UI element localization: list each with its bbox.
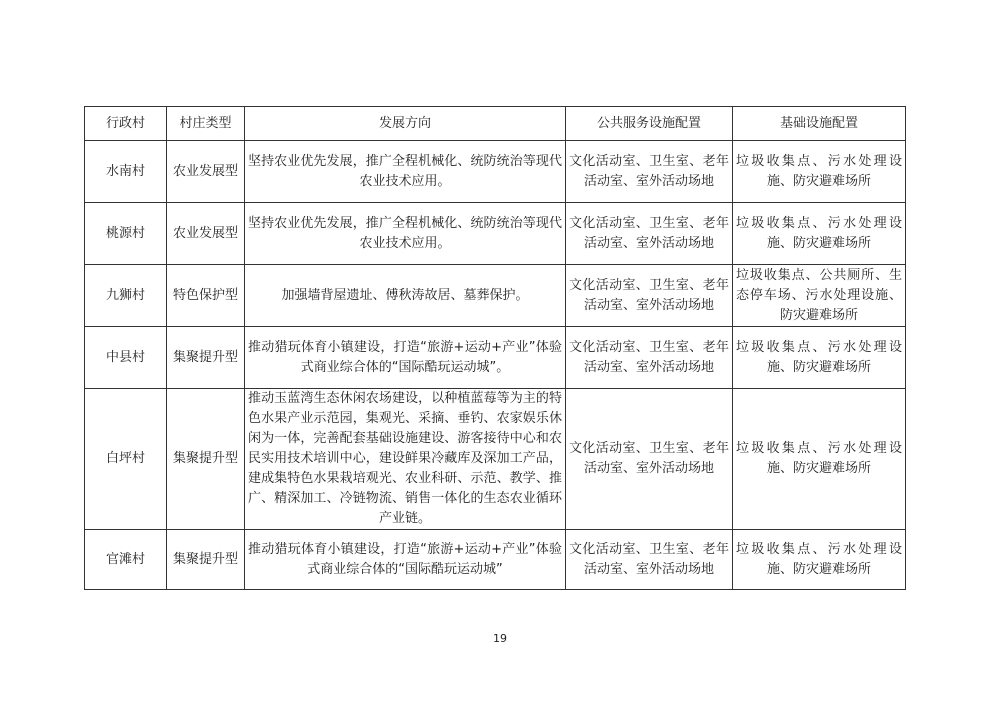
village-cell: 水南村: [85, 141, 167, 203]
village-planning-table: [84, 106, 906, 590]
table-row: [85, 265, 906, 327]
page-number: 19: [493, 632, 507, 645]
infrastructure-cell: 垃圾收集点、公共厕所、生态停车场、污水处理设施、防灾避难场所: [733, 265, 906, 327]
village-cell: 九狮村: [85, 265, 167, 327]
direction-cell: 坚持农业优先发展，推广全程机械化、统防统治等现代农业技术应用。: [245, 203, 566, 265]
public-services-cell: 文化活动室、卫生室、老年活动室、室外活动场地: [566, 203, 733, 265]
header-infrastructure: 基础设施配置: [733, 107, 906, 141]
type-cell: 集聚提升型: [167, 530, 245, 590]
public-services-cell: 文化活动室、卫生室、老年活动室、室外活动场地: [566, 327, 733, 389]
direction-cell: 推动猎玩体育小镇建设，打造“旅游+运动+产业”体验式商业综合体的“国际酷玩运动城”。: [245, 327, 566, 389]
village-cell: 白坪村: [85, 389, 167, 530]
type-cell: 集聚提升型: [167, 327, 245, 389]
infrastructure-cell: 垃圾收集点、污水处理设施、防灾避难场所: [733, 389, 906, 530]
public-services-cell: 文化活动室、卫生室、老年活动室、室外活动场地: [566, 141, 733, 203]
direction-cell: 推动猎玩体育小镇建设，打造“旅游+运动+产业”体验式商业综合体的“国际酷玩运动城”: [245, 530, 566, 590]
public-services-cell: 文化活动室、卫生室、老年活动室、室外活动场地: [566, 530, 733, 590]
table-row: [85, 203, 906, 265]
header-village: 行政村: [85, 107, 167, 141]
infrastructure-cell: 垃圾收集点、污水处理设施、防灾避难场所: [733, 530, 906, 590]
type-cell: 特色保护型: [167, 265, 245, 327]
table-header-row: [85, 107, 906, 141]
type-cell: 农业发展型: [167, 203, 245, 265]
public-services-cell: 文化活动室、卫生室、老年活动室、室外活动场地: [566, 389, 733, 530]
table-row: [85, 530, 906, 590]
infrastructure-cell: 垃圾收集点、污水处理设施、防灾避难场所: [733, 141, 906, 203]
village-cell: 官滩村: [85, 530, 167, 590]
table-row: [85, 327, 906, 389]
infrastructure-cell: 垃圾收集点、污水处理设施、防灾避难场所: [733, 327, 906, 389]
direction-cell: 推动玉蓝湾生态休闲农场建设，以种植蓝莓等为主的特色水果产业示范园，集观光、采摘、垂钓、农家娱乐休闲为一体，完善配套基础设施建设、游客接待中心和农民实用技术培训中心，建设鲜果冷藏库及深加工产品，建成集特色水果栽培观光、农业科研、示范、教学、推广、精深加工、冷链物流、销售一体化的生态农业循环产业链。: [245, 389, 566, 530]
village-cell: 中县村: [85, 327, 167, 389]
type-cell: 农业发展型: [167, 141, 245, 203]
direction-cell: 坚持农业优先发展，推广全程机械化、统防统治等现代农业技术应用。: [245, 141, 566, 203]
table-row: [85, 141, 906, 203]
table-row: [85, 389, 906, 530]
header-public-services: 公共服务设施配置: [566, 107, 733, 141]
public-services-cell: 文化活动室、卫生室、老年活动室、室外活动场地: [566, 265, 733, 327]
direction-cell: 加强墙背屋遗址、傅秋涛故居、墓葬保护。: [245, 265, 566, 327]
header-type: 村庄类型: [167, 107, 245, 141]
header-direction: 发展方向: [245, 107, 566, 141]
infrastructure-cell: 垃圾收集点、污水处理设施、防灾避难场所: [733, 203, 906, 265]
village-cell: 桃源村: [85, 203, 167, 265]
type-cell: 集聚提升型: [167, 389, 245, 530]
